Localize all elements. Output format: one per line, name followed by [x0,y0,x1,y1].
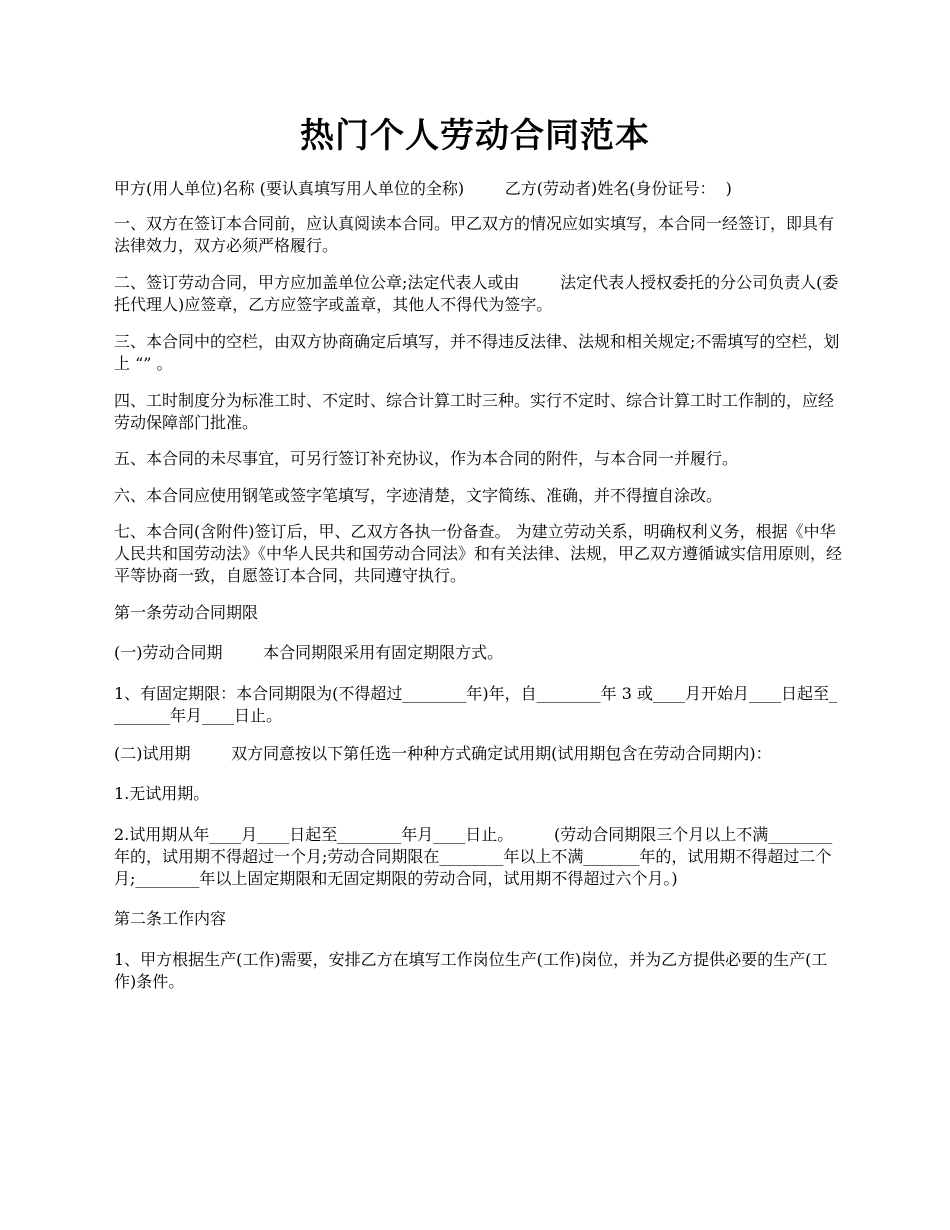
work-content-line: 1、甲方根据生产(工作)需要，安排乙方在填写工作岗位生产(工作)岗位，并为乙方提供必要的生产(工作)条件。 [114,950,828,991]
clause-1: 一、双方在签订本合同前，应认真阅读本合同。甲乙双方的情况应如实填写，本合同一经签订，即具有法律效力，双方必须严格履行。 [114,214,835,255]
probation-line: (二)试用期 双方同意按以下第任选一种种方式确定试用期(试用期包含在劳动合同期内)： [114,744,772,763]
clause-7: 七、本合同(含附件)签订后，甲、乙双方各执一份备查。 为建立劳动关系，明确权利义务，根据《中华人民共和国劳动法》《中华人民共和国劳动合同法》和有关法律、法规，甲乙双方遵循诚实信用原则，经平等协商一致，自愿签订本合同，共同遵守执行。 [114,522,843,585]
contract-term-line: (一)劳动合同期 本合同期限采用有固定期限方式。 [114,643,504,662]
probation-period-line: 2.试用期从年____月____日起至________年月____日止。 (劳动合同期限三个月以上不满________年的，试用期不得超过一个月;劳动合同期限在________年以上不满_______年的，试用期不得超过二个月;________年以上固定期限和无固定期限的劳动合同，试用期不得超过六个月。) [114,825,833,888]
clause-6: 六、本合同应使用钢笔或签字笔填写，字迹清楚，文字简练、准确，并不得擅自涂改。 [114,486,723,505]
no-probation-line: 1.无试用期。 [114,784,210,803]
article-2-heading: 第二条工作内容 [114,909,227,928]
clause-4: 四、工时制度分为标准工时、不定时、综合计算工时三种。实行不定时、综合计算工时工作制的，应经劳动保障部门批准。 [114,391,835,432]
document-body [114,178,844,993]
parties-line: 甲方(用人单位)名称 (要认真填写用人单位的全称) 乙方(劳动者)姓名(身份证号： ) [114,179,732,198]
clause-2: 二、签订劳动合同，甲方应加盖单位公章;法定代表人或由 法定代表人授权委托的分公司负责人(委托代理人)应签章，乙方应签字或盖章，其他人不得代为签字。 [114,273,839,314]
article-1-heading: 第一条劳动合同期限 [114,603,259,622]
clause-3: 三、本合同中的空栏，由双方协商确定后填写，并不得违反法律、法规和相关规定;不需填写的空栏，划上 “” 。 [114,332,840,373]
clause-5: 五、本合同的未尽事宜，可另行签订补充协议，作为本合同的附件，与本合同一并履行。 [114,449,739,468]
fixed-term-line: 1、有固定期限：本合同期限为(不得超过________年)年，自________年 3 或____月开始月____日起至________年月____日止。 [114,684,838,725]
document-title: 热门个人劳动合同范本 [300,116,650,156]
